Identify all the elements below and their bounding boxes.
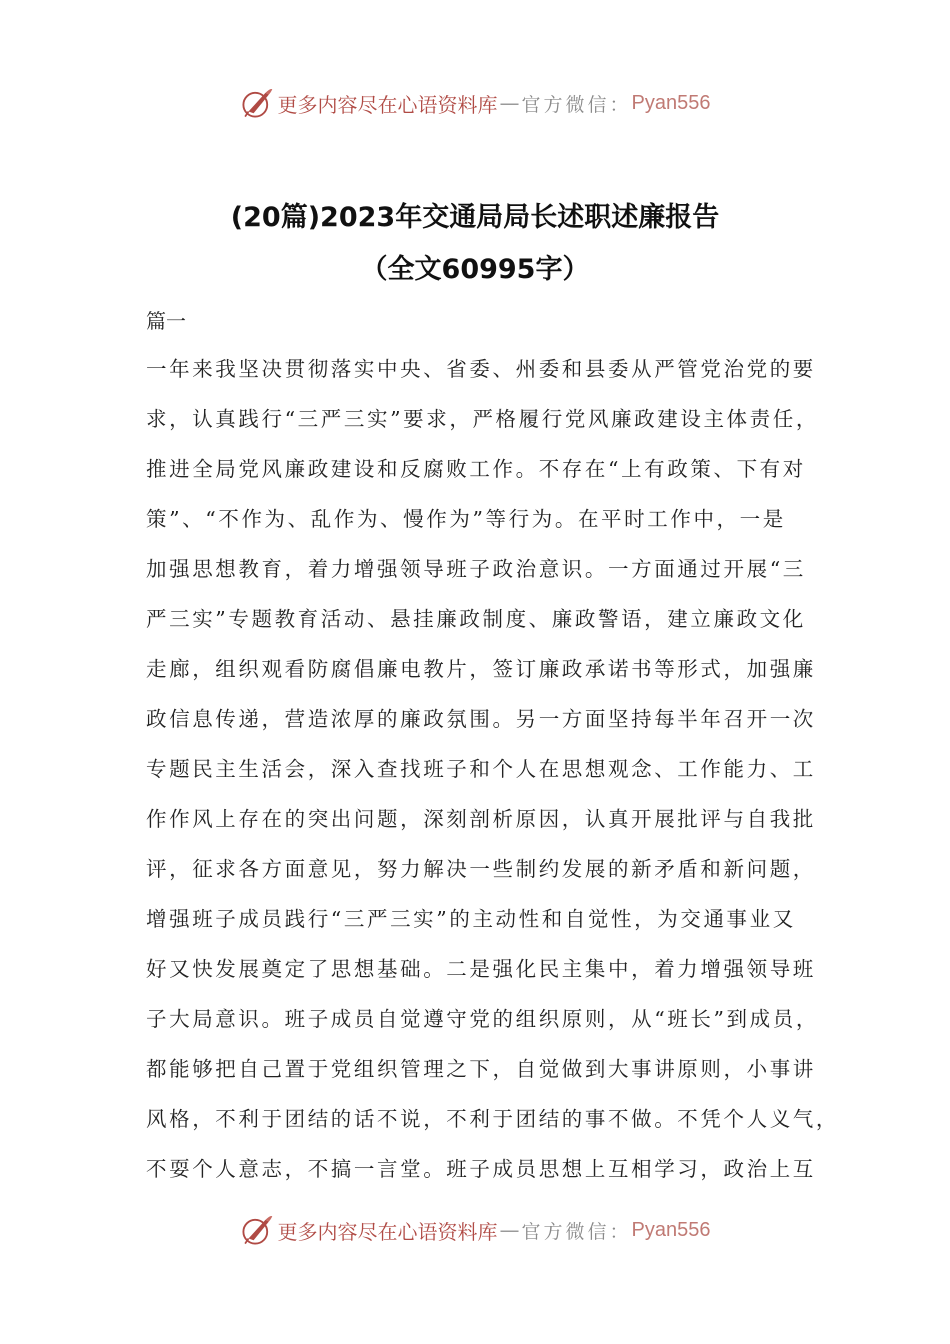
- body-line: 策”、“不作为、乱作为、慢作为”等行为。在平时工作中，一是: [146, 507, 786, 531]
- body-line: 评，征求各方面意见，努力解决一些制约发展的新矛盾和新问题，: [146, 857, 816, 881]
- watermark-wechat-label: 官方微信：: [521, 93, 632, 116]
- body-line: 专题民主生活会，深入查找班子和个人在思想观念、工作能力、工: [146, 757, 816, 781]
- body-line: 好又快发展奠定了思想基础。二是强化民主集中，着力增强领导班: [146, 957, 816, 981]
- header-watermark: [0, 83, 950, 123]
- footer-watermark: [0, 1210, 950, 1250]
- quill-pen-logo-icon: [240, 1213, 274, 1247]
- watermark-brand-text: 更多内容尽在心语资料库: [277, 1219, 498, 1244]
- watermark-wechat-id: Pyan556: [631, 1218, 711, 1241]
- body-line: 增强班子成员践行“三严三实”的主动性和自觉性，为交通事业又: [146, 907, 796, 931]
- body-line: 政信息传递，营造浓厚的廉政氛围。另一方面坚持每半年召开一次: [146, 707, 816, 731]
- watermark-brand-text: 更多内容尽在心语资料库: [277, 92, 498, 117]
- body-paragraph: [146, 352, 839, 1202]
- body-line: 推进全局党风廉政建设和反腐败工作。不存在“上有政策、下有对: [146, 457, 806, 481]
- body-line: 求，认真践行“三严三实”要求，严格履行党风廉政建设主体责任，: [146, 407, 819, 431]
- body-line: 子大局意识。班子成员自觉遵守党的组织原则，从“班长”到成员，: [146, 1007, 819, 1031]
- document-title: (20篇)2023年交通局局长述职述廉报告: [230, 202, 720, 233]
- body-line: 作作风上存在的突出问题，深刻剖析原因，认真开展批评与自我批: [146, 807, 816, 831]
- body-line: 加强思想教育，着力增强领导班子政治意识。一方面通过开展“三: [146, 557, 806, 581]
- watermark-wechat-id: Pyan556: [631, 91, 711, 114]
- body-line: 不耍个人意志，不搞一言堂。班子成员思想上互相学习，政治上互: [146, 1157, 816, 1181]
- quill-pen-logo-icon: [240, 86, 274, 120]
- body-line: 走廊，组织观看防腐倡廉电教片，签订廉政承诺书等形式，加强廉: [146, 657, 816, 681]
- body-line: 风格，不利于团结的话不说，不利于团结的事不做。不凭个人义气，: [146, 1107, 839, 1131]
- watermark-separator: —: [499, 1218, 520, 1242]
- body-line: 都能够把自己置于党组织管理之下，自觉做到大事讲原则，小事讲: [146, 1057, 816, 1081]
- body-line: 一年来我坚决贯彻落实中央、省委、州委和县委从严管党治党的要: [146, 357, 816, 381]
- body-line: 严三实”专题教育活动、悬挂廉政制度、廉政警语，建立廉政文化: [146, 607, 806, 631]
- watermark-wechat-label: 官方微信：: [521, 1220, 632, 1243]
- document-subtitle: （全文60995字）: [360, 254, 590, 285]
- section-label: 篇一: [146, 309, 186, 333]
- watermark-separator: —: [499, 91, 520, 115]
